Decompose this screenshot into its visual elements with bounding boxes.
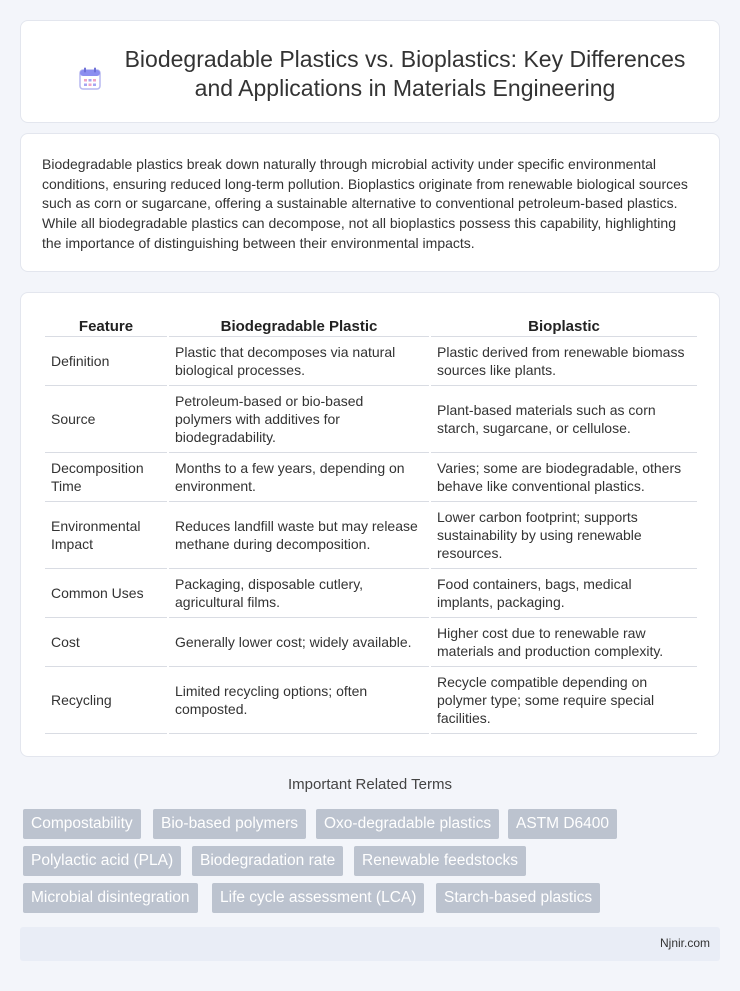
row-feature: Environmental Impact bbox=[45, 502, 167, 569]
footer-site-link[interactable]: Njnir.com bbox=[659, 936, 710, 950]
calendar-icon bbox=[79, 67, 101, 91]
row-bioplastic: Higher cost due to renewable raw materials and production complexity. bbox=[431, 618, 697, 667]
tag-renewable-feedstocks[interactable]: Renewable feedstocks bbox=[354, 846, 526, 876]
row-feature: Definition bbox=[45, 337, 167, 386]
row-feature: Common Uses bbox=[45, 569, 167, 618]
row-bioplastic: Plastic derived from renewable biomass sources like plants. bbox=[431, 337, 697, 386]
row-biodegradable: Reduces landfill waste but may release methane during decomposition. bbox=[169, 502, 429, 569]
table-row bbox=[45, 386, 697, 453]
row-bioplastic: Lower carbon footprint; supports sustainability by using renewable resources. bbox=[431, 502, 697, 569]
tag-compostability[interactable]: Compostability bbox=[23, 809, 141, 839]
table-row bbox=[45, 337, 697, 386]
table-row bbox=[45, 453, 697, 502]
comparison-table bbox=[43, 315, 699, 734]
tag-polylactic-acid[interactable]: Polylactic acid (PLA) bbox=[23, 846, 181, 876]
table-row bbox=[45, 569, 697, 618]
intro-paragraph: Biodegradable plastics break down naturally through microbial activity under specific environmental conditions, ensuring reduced long-term pollution. Bioplastics originate from renewable biological sources such as corn or sugarcane, offering a sustainable alternative to conventional petroleum-based plastics. While all biodegradable plastics can decompose, not all bioplastics possess this capability, highlighting the importance of distinguishing between their environmental impacts. bbox=[42, 156, 688, 251]
table-row bbox=[45, 618, 697, 667]
table-row bbox=[45, 502, 697, 569]
tag-biodegradation-rate[interactable]: Biodegradation rate bbox=[192, 846, 343, 876]
page-title bbox=[111, 45, 699, 103]
tag-starch-based-plastics[interactable]: Starch-based plastics bbox=[436, 883, 600, 913]
row-bioplastic: Recycle compatible depending on polymer type; some require special facilities. bbox=[431, 667, 697, 734]
row-biodegradable: Plastic that decomposes via natural biological processes. bbox=[169, 337, 429, 386]
title-line-1: Biodegradable Plastics vs. Bioplastics: Key Differences bbox=[124, 46, 686, 72]
row-bioplastic: Varies; some are biodegradable, others behave like conventional plastics. bbox=[431, 453, 697, 502]
header-biodegradable: Biodegradable Plastic bbox=[169, 315, 429, 337]
title-card bbox=[20, 20, 720, 123]
header-feature: Feature bbox=[45, 315, 167, 337]
row-feature: Cost bbox=[45, 618, 167, 667]
row-biodegradable: Months to a few years, depending on environment. bbox=[169, 453, 429, 502]
row-feature: Recycling bbox=[45, 667, 167, 734]
intro-card bbox=[20, 133, 720, 272]
tag-life-cycle-assessment[interactable]: Life cycle assessment (LCA) bbox=[212, 883, 424, 913]
row-bioplastic: Food containers, bags, medical implants, packaging. bbox=[431, 569, 697, 618]
title-line-2: and Applications in Materials Engineering bbox=[194, 75, 616, 101]
tag-oxo-degradable-plastics[interactable]: Oxo-degradable plastics bbox=[316, 809, 499, 839]
table-row bbox=[45, 667, 697, 734]
table-header-row bbox=[45, 315, 697, 337]
related-terms-heading: Important Related Terms bbox=[288, 776, 452, 793]
row-biodegradable: Petroleum-based or bio-based polymers with additives for biodegradability. bbox=[169, 386, 429, 453]
tag-astm-d6400[interactable]: ASTM D6400 bbox=[508, 809, 617, 839]
row-biodegradable: Limited recycling options; often composted. bbox=[169, 667, 429, 734]
row-biodegradable: Generally lower cost; widely available. bbox=[169, 618, 429, 667]
footer bbox=[20, 927, 720, 961]
tag-bio-based-polymers[interactable]: Bio-based polymers bbox=[153, 809, 306, 839]
header-bioplastic: Bioplastic bbox=[431, 315, 697, 337]
row-feature: Source bbox=[45, 386, 167, 453]
row-bioplastic: Plant-based materials such as corn starch, sugarcane, or cellulose. bbox=[431, 386, 697, 453]
row-biodegradable: Packaging, disposable cutlery, agricultural films. bbox=[169, 569, 429, 618]
comparison-card bbox=[20, 292, 720, 757]
tag-microbial-disintegration[interactable]: Microbial disintegration bbox=[23, 883, 198, 913]
row-feature: Decomposition Time bbox=[45, 453, 167, 502]
